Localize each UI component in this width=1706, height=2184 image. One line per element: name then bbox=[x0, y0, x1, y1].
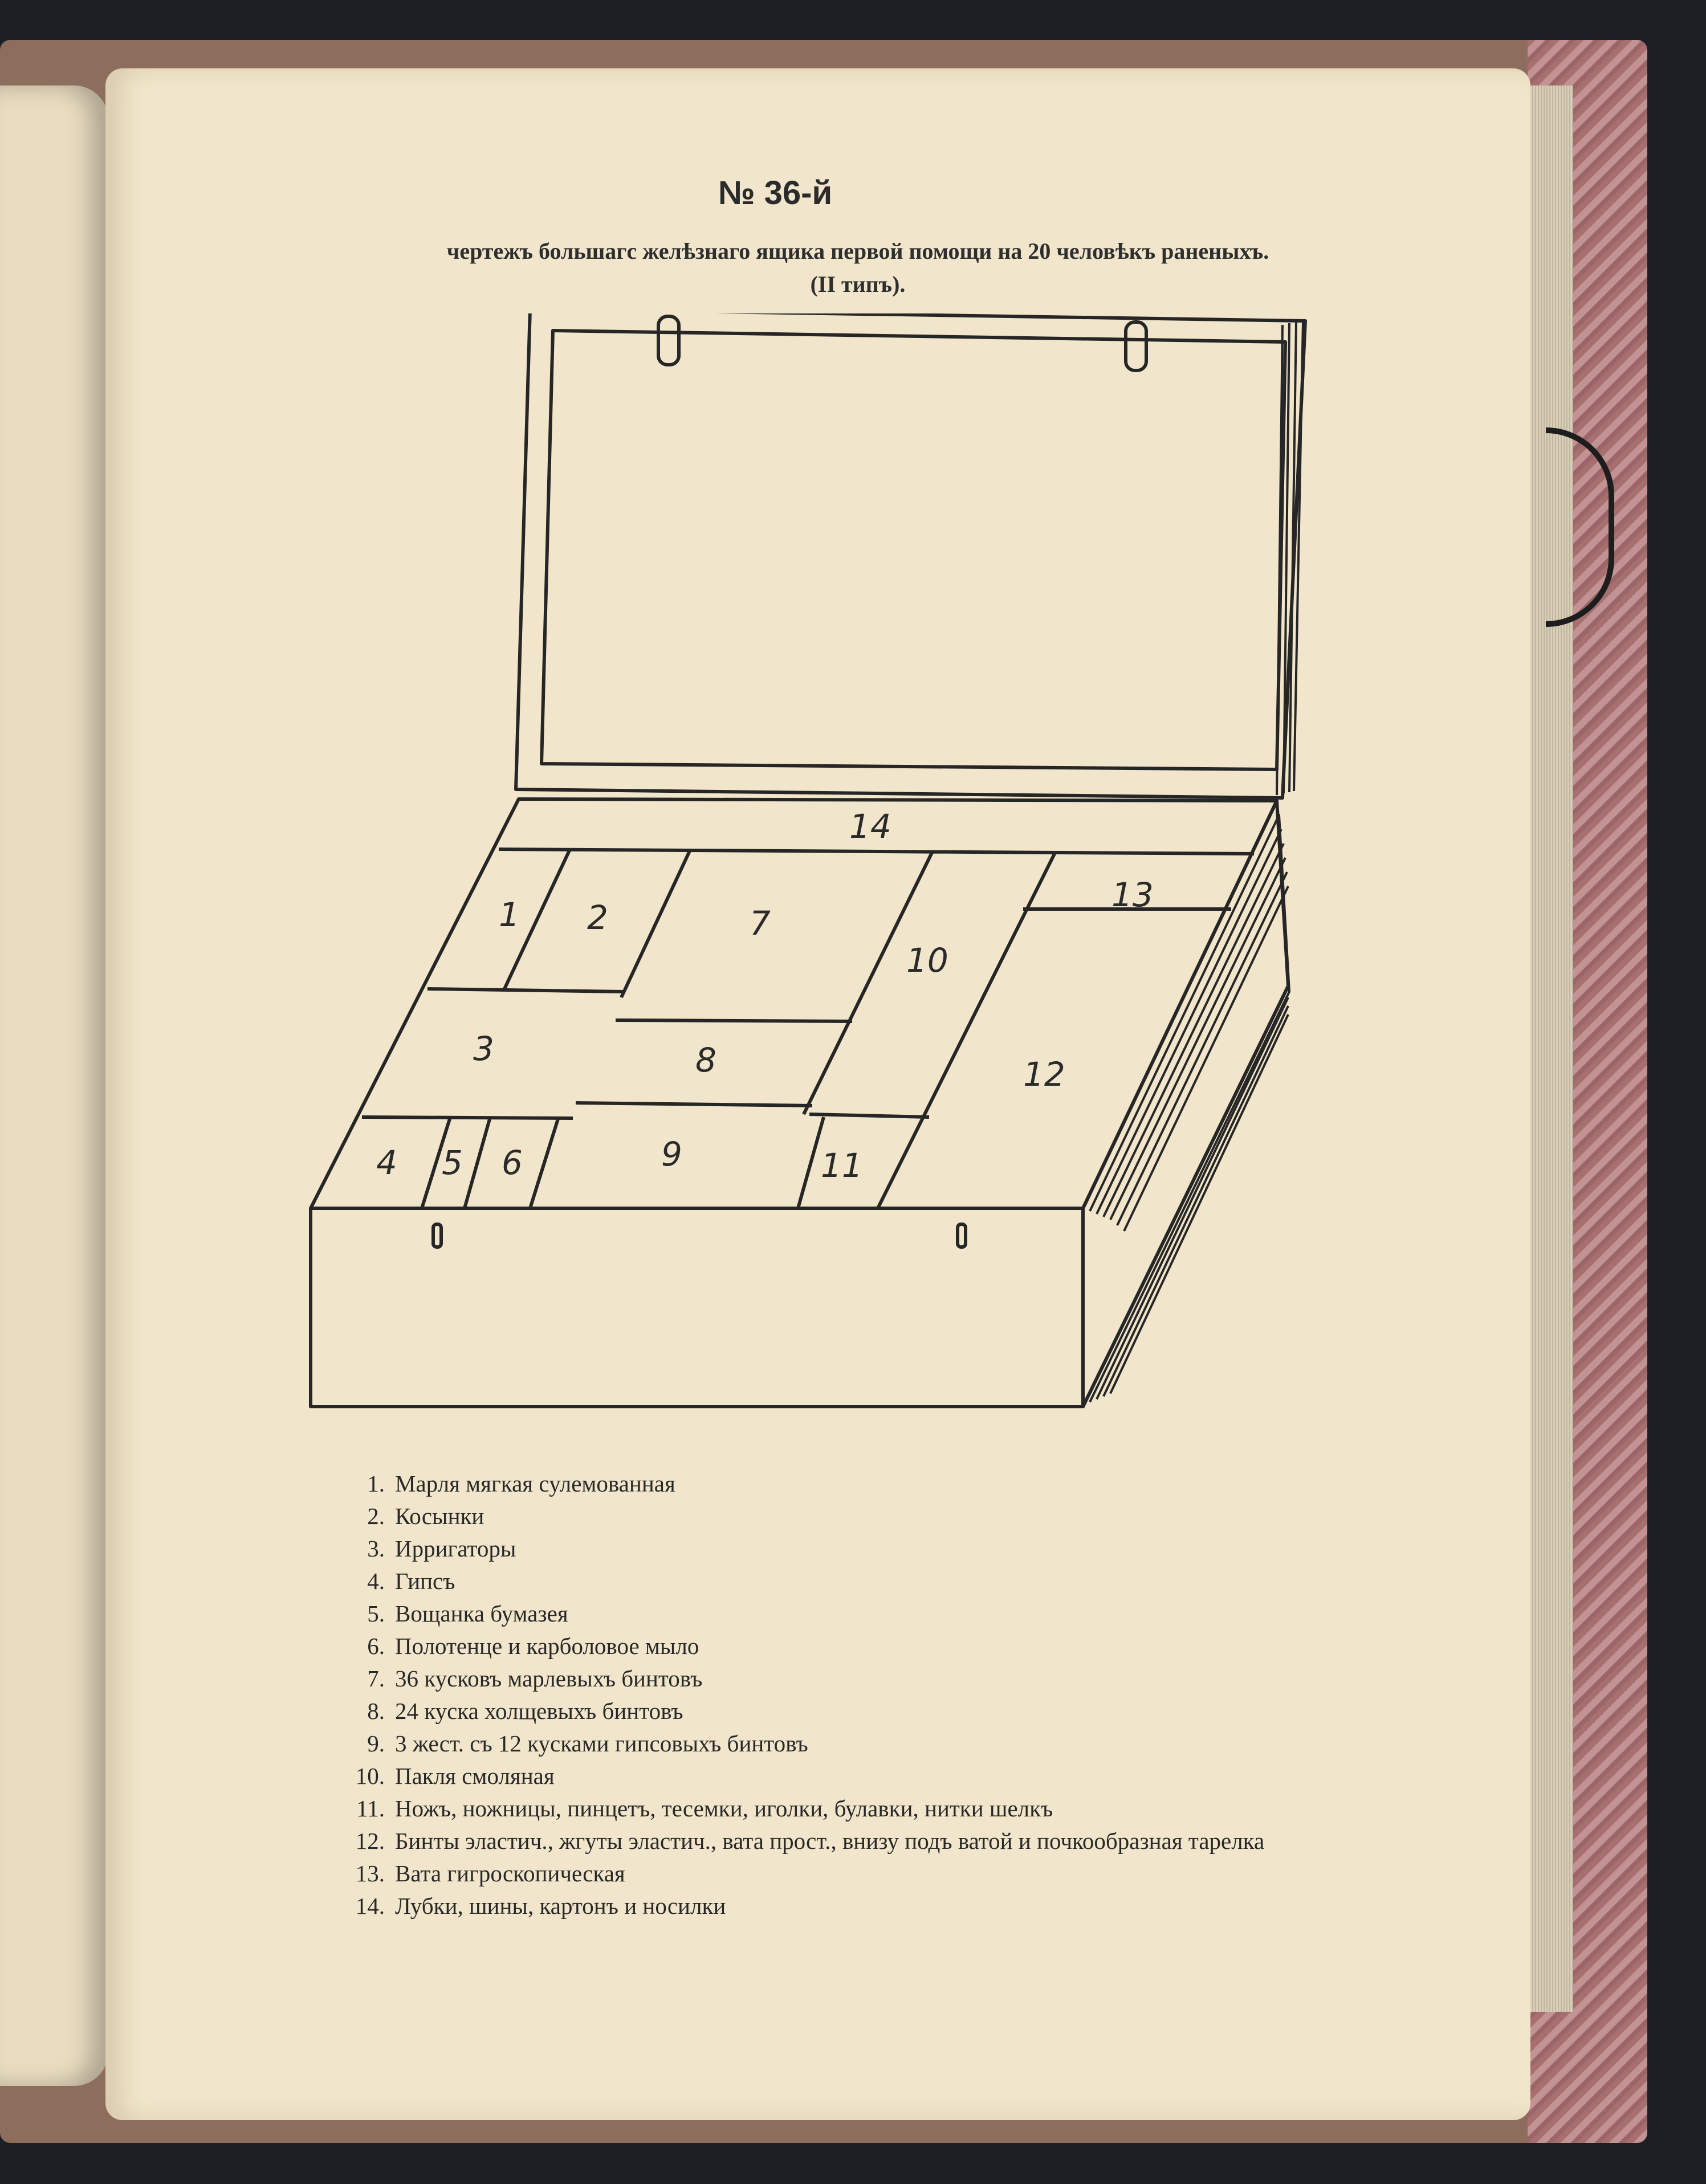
left-page bbox=[0, 85, 108, 2086]
label-8: 8 bbox=[695, 1041, 716, 1079]
label-10: 10 bbox=[906, 941, 948, 980]
divider-7-10 bbox=[804, 853, 932, 1114]
compartment-labels bbox=[376, 807, 1154, 1185]
label-6: 6 bbox=[502, 1143, 523, 1182]
subtitle-line-1: чертежъ большагс желѣзнаго ящика первой помощи на 20 человѣкъ раненыхъ. bbox=[446, 238, 1269, 264]
label-11: 11 bbox=[821, 1146, 863, 1185]
legend-item: 7. 36 кусковъ марлевыхъ бинтовъ bbox=[367, 1665, 703, 1692]
divider-row-3 bbox=[362, 1117, 573, 1118]
legend-item: 6. Полотенце и карболовое мыло bbox=[367, 1633, 699, 1659]
divider-14 bbox=[499, 849, 1254, 854]
label-3: 3 bbox=[473, 1029, 494, 1068]
legend-item: 12. Бинты эластич., жгуты эластич., вата прост., внизу подъ ватой и почкообразная тарелка bbox=[355, 1828, 1265, 1854]
subtitle-line-2: (II типъ). bbox=[810, 271, 906, 297]
plate-title-text: № 36-й bbox=[718, 174, 833, 211]
legend-item: 3. Ирригаторы bbox=[367, 1535, 516, 1562]
legend-item: 5. Вощанка бумазея bbox=[367, 1600, 568, 1627]
divider-8-9 bbox=[576, 1103, 812, 1106]
legend-item: 8. 24 куска холщевыхъ бинтовъ bbox=[367, 1698, 683, 1724]
box-clasp-right bbox=[958, 1224, 966, 1247]
label-12: 12 bbox=[1023, 1055, 1065, 1094]
legend-item: 13. Вата гигроскопическая bbox=[355, 1860, 625, 1886]
first-aid-box-drawing bbox=[308, 313, 1345, 1419]
label-1: 1 bbox=[499, 895, 520, 934]
label-4: 4 bbox=[376, 1143, 397, 1182]
legend-item: 14. Лубки, шины, картонъ и носилки bbox=[355, 1893, 726, 1919]
lid-outline bbox=[516, 313, 1305, 798]
legend-item: 1. Марля мягкая сулемованная bbox=[367, 1470, 675, 1497]
label-9: 9 bbox=[661, 1135, 682, 1174]
divider-2-7 bbox=[621, 851, 690, 997]
lid-clasp-right bbox=[1126, 322, 1146, 370]
divider-5-6 bbox=[465, 1117, 490, 1208]
label-14: 14 bbox=[849, 807, 891, 846]
box-clasp-left bbox=[433, 1224, 441, 1247]
divider-11-left bbox=[798, 1117, 824, 1208]
lid-side-hatching bbox=[1277, 321, 1303, 795]
legend-list bbox=[336, 1468, 1374, 1922]
divider-7-8 bbox=[616, 1020, 852, 1021]
plate-subtitle bbox=[336, 235, 1379, 301]
label-2: 2 bbox=[587, 898, 608, 937]
legend-item: 4. Гипсъ bbox=[367, 1568, 455, 1594]
label-7: 7 bbox=[750, 904, 771, 943]
legend-item: 11. Ножъ, ножницы, пинцетъ, тесемки, иголки, булавки, нитки шелкъ bbox=[356, 1795, 1053, 1822]
label-5: 5 bbox=[442, 1143, 463, 1182]
divider-row-1 bbox=[427, 989, 624, 992]
lid-clasp-left bbox=[658, 316, 679, 365]
legend-item: 10. Пакля смоляная bbox=[355, 1763, 555, 1789]
lid-inner bbox=[541, 331, 1285, 769]
label-13: 13 bbox=[1111, 875, 1154, 914]
divider-11 bbox=[809, 1114, 929, 1117]
legend-item: 2. Косынки bbox=[367, 1503, 484, 1529]
legend-item: 9. 3 жест. съ 12 кусками гипсовыхъ бинтовъ bbox=[367, 1730, 808, 1757]
divider-6-9 bbox=[530, 1117, 559, 1208]
